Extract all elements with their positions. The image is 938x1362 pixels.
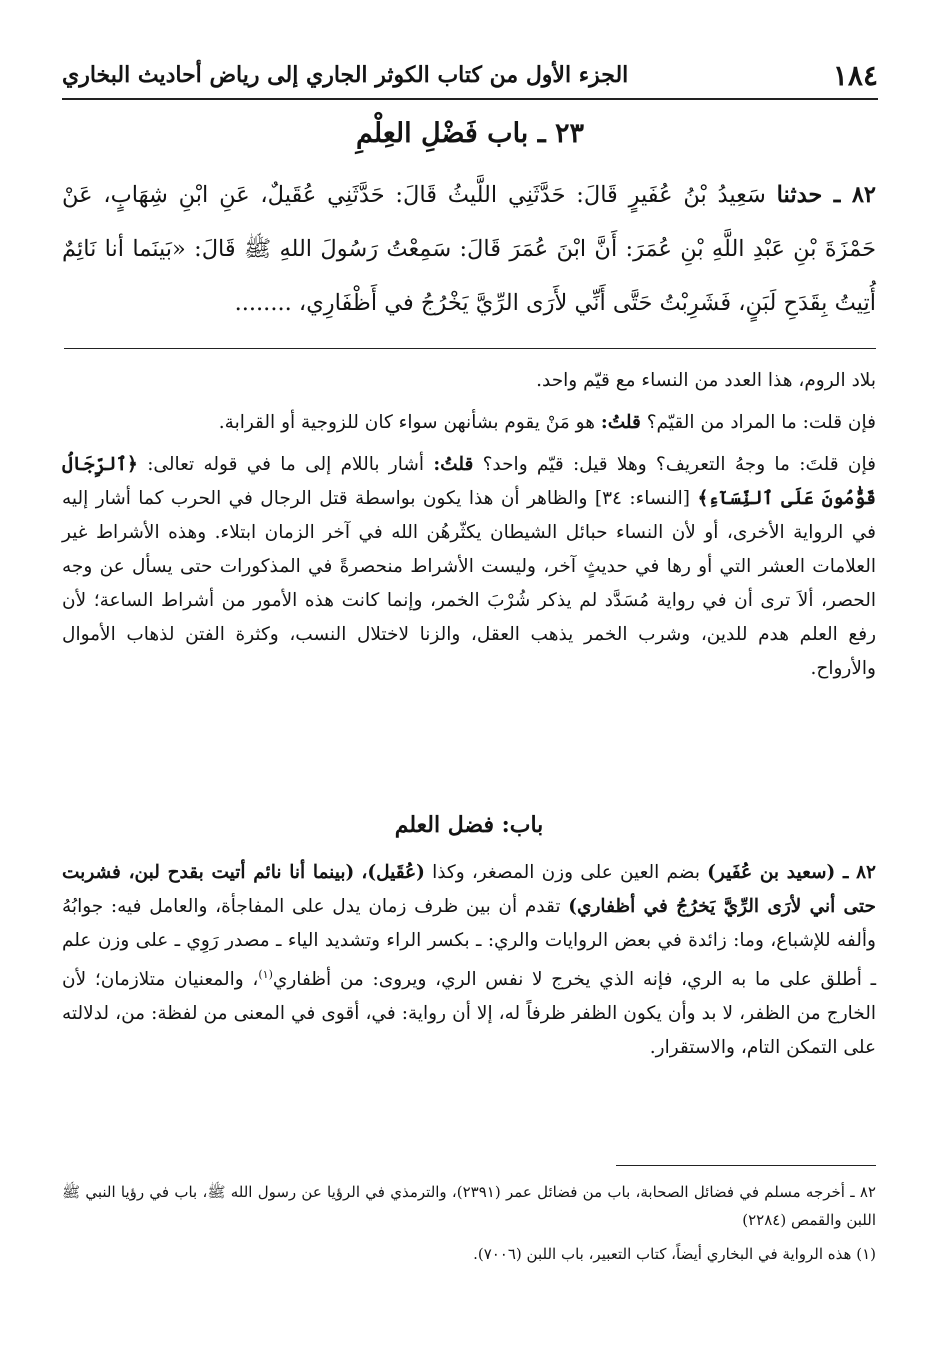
footnotes — [62, 1178, 876, 1274]
commentary-paragraph — [62, 406, 876, 440]
commentary-text: فإن قلتَ: ما وجهُ التعريف؟ وهلا قيل: قيّم واحد؟ — [482, 454, 876, 475]
commentary-text: بلاد الروم، هذا العدد من النساء مع قيّم واحد. — [536, 370, 876, 391]
hadith-body: سَعِيدُ بْنُ عُفَيرٍ قَالَ: حَدَّثَنِي اللَّيثُ قَالَ: حَدَّثَنِي عُقَيلٌ، عَنِ ابْنِ شِهَابٍ، عَنْ حَمْزَةَ بْنِ عَبْدِ اللَّهِ بْنِ عُمَرَ: أَنَّ ابْنَ عُمَرَ قَالَ: سَمِعْتُ رَسُولَ اللهِ ﷺ قَالَ: «بَينَما أنا نَائِمٌ أُتِيتُ بِقَدَحِ لَبَنٍ، فَشَرِبْتُ حَتَّى أَنِّي لأَرَى الرِّيَّ يَخْرُجُ في أَظْفَارِي، ........ — [62, 182, 876, 316]
chapter-heading: ٢٣ ـ باب فَضْلِ العِلْمِ — [355, 118, 585, 149]
sharh-paragraph — [62, 856, 876, 1065]
sharh-bold: (عُقَيل)، — [361, 862, 425, 883]
section-divider — [64, 348, 876, 349]
hadith-lead: ٨٢ ـ حدثنا — [776, 182, 876, 208]
commentary-text: [النساء: ٣٤] والظاهر أن هذا يكون بواسطة قتل الرجال في الحرب كما أشار إليه في الرواية الأخرى، أو لأن النساء حبائل الشيطان يكثّرهُن الله في آخر الزمان ابتلاء. وهذه الأشراط غير العلامات العشر التي أو رها في حديثٍ آخر، وليست الأشراط منحصرةً في المذكورات حتى يسأل عن وجه الحصر، ألاَ ترى أن في رواية مُسَدَّد لم يذكر شُرْبَ الخمر، وإنما كانت هذه الأمور من أشراط الساعة؛ لأن رفع العلم هدم للدين، وشرب الخمر يذهب العقل، والزنا لاختلال النسب، وكثرة الفتن لذهاب الأموال والأرواح. — [62, 488, 876, 679]
running-title: الجزء الأول من كتاب الكوثر الجاري إلى رياض أحاديث البخاري — [62, 62, 629, 88]
sharh-bold: ٨٢ ـ (سعيد بن عُفَير) — [707, 862, 876, 883]
footnote-item: ٨٢ ـ أخرجه مسلم في فضائل الصحابة، باب من فضائل عمر (٢٣٩١)، والترمذي في الرؤيا عن رسول الله ﷺ، باب في رؤيا النبي ﷺ اللبن والقمص (٢٢٨٤) — [62, 1183, 876, 1229]
page-number: ١٨٤ — [832, 58, 878, 92]
sharh-text — [62, 856, 876, 1065]
qultu-marker: قلتُ: — [433, 454, 474, 475]
sharh-plain: تقدم أن بين ظرف زمان يدل على المفاجأة، والعامل فيه: جوابُهُ وألفه للإشباع، وما: زائدة في بعض الروايات والري: ـ بكسر الراء وتشديد الياء ـ مصدر رَوِي ـ على وزن علم ـ أطلق على ما به الري، فإنه الذي يخرج لا نفس الري، ويروى: من أظفاري — [62, 896, 876, 991]
commentary-text: هو مَنْ يقوم بشأنهن سواء كان للزوجية أو القرابة. — [218, 412, 595, 433]
bab-heading: باب: فضل العلم — [394, 812, 544, 838]
commentary — [62, 364, 876, 694]
sharh-plain: بضم العين على وزن المصغر، وكذا — [432, 862, 700, 883]
commentary-paragraph — [62, 448, 876, 686]
sharh-bold: (بينما أنا نائم أتيت بقدح لبن، فشربت حتى أني لأرَى الرِّيَّ يَخرُجُ في أظفاري) — [62, 862, 876, 917]
footnote-divider — [616, 1165, 876, 1166]
hadith-text — [62, 168, 876, 330]
footnote-marker: (١) — [258, 968, 273, 981]
commentary-text: فإن قلت: ما المراد من القيّم؟ — [646, 412, 876, 433]
commentary-text: أشار باللام إلى ما في قوله تعالى: — [147, 454, 425, 475]
qultu-marker: قلتُ: — [600, 412, 641, 433]
page-header — [62, 52, 878, 100]
sharh-plain: ، والمعنيان متلازمان؛ لأن الخارج من الظفر، لا بد وأن يكون الظفر ظرفاً له، إلا أن رواية: في، أقوى في المعنى من لفظة: من، لدلالته على التمكن التام، والاستقرار. — [62, 969, 876, 1059]
quran-verse: ﴿ٱلرِّجَالُ قَوَّٰمُونَ عَلَى ٱلنِّسَآءِ﴾ — [62, 454, 876, 509]
commentary-paragraph — [62, 364, 876, 398]
footnote-item: (١) هذه الرواية في البخاري أيضاً، كتاب التعبير، باب اللبن (٧٠٠٦). — [473, 1245, 876, 1263]
